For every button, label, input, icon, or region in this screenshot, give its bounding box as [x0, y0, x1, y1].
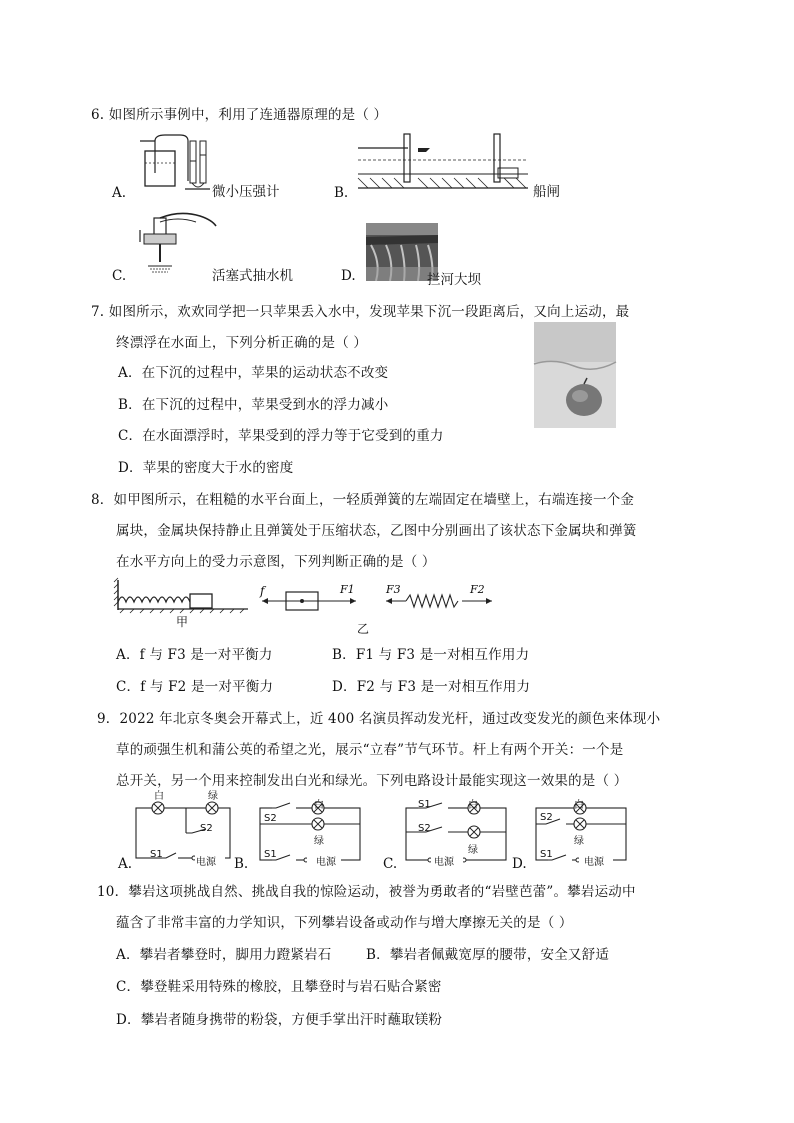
force-label-f1: F1 — [340, 583, 355, 596]
q10-stem-line2: 蕴含了非常丰富的力学知识，下列攀岩设备或动作与增大摩擦无关的是（ ） — [116, 915, 573, 931]
q7-stem-line2: 终漂浮在水面上，下列分析正确的是（ ） — [116, 335, 368, 351]
fig-yi-label: 乙 — [357, 622, 370, 636]
q8-option-c: C．f 与 F2 是一对平衡力 — [116, 679, 274, 695]
circuit-b-white-label: 白 — [314, 800, 324, 811]
q6-option-b-caption: 船闸 — [533, 184, 560, 200]
q7-option-d: D．苹果的密度大于水的密度 — [118, 460, 294, 476]
q10-option-a: A．攀岩者攀登时，脚用力蹬紧岩石 — [116, 947, 332, 963]
q8-option-d: D．F2 与 F3 是一对相互作用力 — [332, 679, 531, 695]
q9-stem-line3: 总开关，另一个用来控制发出白光和绿光。下列电路设计最能实现这一效果的是（ ） — [116, 773, 628, 789]
circuit-c-s1-label: S1 — [418, 799, 431, 810]
ship-lock-figure — [358, 130, 528, 194]
q8-option-a: A．f 与 F3 是一对平衡力 — [116, 647, 273, 663]
piston-pump-figure — [130, 212, 220, 274]
q9-stem-line1: 9．2022 年北京冬奥会开幕式上，近 400 名演员挥动发光杆，通过改变发光的颜色来体现小 — [97, 711, 661, 727]
q8-stem-line2: 属块，金属块保持静止且弹簧处于压缩状态，乙图中分别画出了该状态下金属块和弹簧 — [116, 523, 637, 539]
q6-stem: 6. 如图所示事例中，利用了连通器原理的是（ ） — [91, 107, 388, 123]
q7-option-b: B．在下沉的过程中，苹果受到水的浮力减小 — [118, 397, 389, 413]
circuit-b-source-label: 电源 — [316, 857, 336, 868]
q10-stem-line1: 10．攀岩这项挑战自然、挑战自我的惊险运动，被誉为勇敢者的“岩壁芭蕾”。攀岩运动中 — [97, 884, 636, 900]
circuit-b-s1-label: S1 — [264, 849, 277, 860]
circuit-a-s1-label: S1 — [150, 849, 163, 860]
fig-jia-label: 甲 — [176, 615, 189, 629]
q7-stem-line1: 7. 如图所示，欢欢同学把一只苹果丢入水中，发现苹果下沉一段距离后，又向上运动，最 — [91, 304, 630, 320]
circuit-a-white-label: 白 — [154, 791, 164, 802]
q6-option-c-caption: 活塞式抽水机 — [212, 268, 293, 284]
circuit-d-s1-label: S1 — [540, 849, 553, 860]
spring-block-figure — [112, 578, 252, 614]
circuit-d-s2-label: S2 — [540, 812, 553, 823]
q9-stem-line2: 草的顽强生机和蒲公英的希望之光，展示“立春”节气环节。杆上有两个开关：一个是 — [116, 742, 624, 758]
circuit-c-green-label: 绿 — [468, 845, 478, 856]
apple-in-water-photo — [534, 322, 616, 428]
q6-option-a-caption: 微小压强计 — [212, 184, 280, 200]
circuit-d-source-label: 电源 — [584, 857, 604, 868]
q10-option-c: C．攀登鞋采用特殊的橡胶，且攀登时与岩石贴合紧密 — [116, 979, 442, 995]
q9-option-c-letter: C. — [383, 856, 398, 872]
circuit-a-green-label: 绿 — [208, 791, 218, 802]
circuit-d-green-label: 绿 — [574, 836, 584, 847]
q8-stem-line1: 8．如甲图所示，在粗糙的水平台面上，一轻质弹簧的左端固定在墙壁上，右端连接一个金 — [91, 492, 635, 508]
q6-option-c-letter: C. — [112, 268, 127, 284]
circuit-a — [134, 795, 234, 865]
q8-stem-line3: 在水平方向上的受力示意图，下列判断正确的是（ ） — [116, 554, 436, 570]
q6-option-d-caption: 拦河大坝 — [427, 272, 481, 288]
circuit-c-s2-label: S2 — [418, 823, 431, 834]
q6-option-d-letter: D. — [341, 268, 356, 284]
circuit-b-green-label: 绿 — [314, 836, 324, 847]
q9-option-d-letter: D. — [512, 856, 527, 872]
circuit-d-white-label: 白 — [574, 800, 584, 811]
q10-option-d: D．攀岩者随身携带的粉袋，方便手掌出汗时蘸取镁粉 — [116, 1012, 443, 1028]
q6-option-a-letter: A. — [112, 185, 127, 201]
circuit-c-source-label: 电源 — [434, 857, 454, 868]
q7-option-a: A．在下沉的过程中，苹果的运动状态不改变 — [118, 365, 389, 381]
circuit-a-source-label: 电源 — [196, 857, 216, 868]
q9-option-a-letter: A. — [118, 856, 133, 872]
q8-option-b: B．F1 与 F3 是一对相互作用力 — [332, 647, 530, 663]
q9-option-b-letter: B. — [234, 856, 249, 872]
force-label-f3: F3 — [386, 583, 401, 596]
pressure-gauge-figure — [130, 133, 210, 193]
q6-option-b-letter: B. — [334, 185, 349, 201]
q7-option-c: C．在水面漂浮时，苹果受到的浮力等于它受到的重力 — [118, 428, 444, 444]
force-label-f2: F2 — [470, 583, 485, 596]
force-label-f: f — [260, 584, 265, 598]
circuit-b-s2-label: S2 — [264, 813, 277, 824]
circuit-a-s2-label: S2 — [200, 823, 213, 834]
circuit-c-white-label: 白 — [468, 800, 478, 811]
q10-option-b: B．攀岩者佩戴宽厚的腰带，安全又舒适 — [366, 947, 610, 963]
